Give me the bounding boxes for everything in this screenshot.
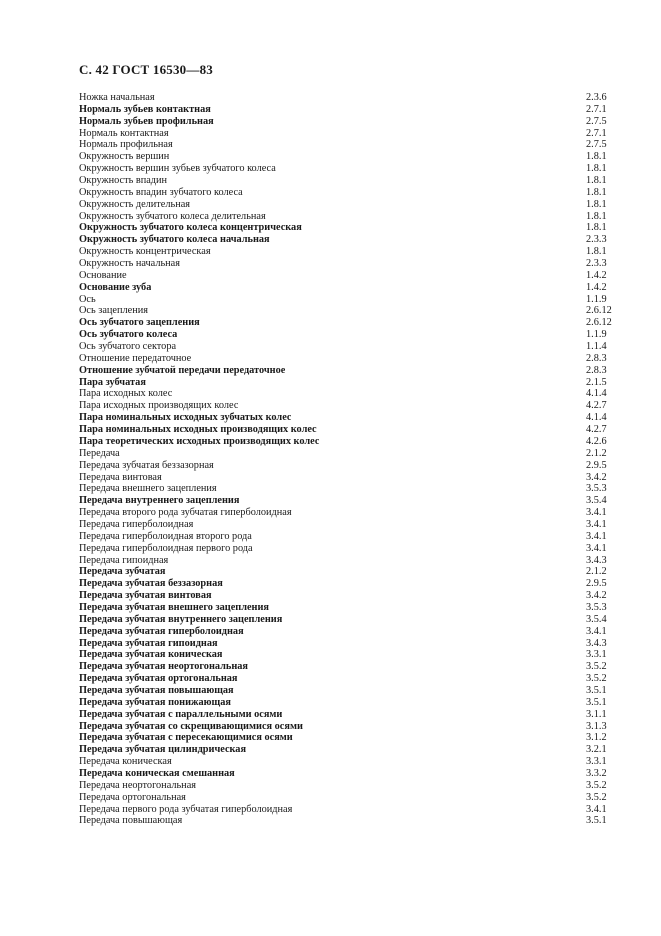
index-entry: [79, 341, 612, 353]
index-term: Пара теоретических исходных производящих колес: [79, 435, 320, 447]
index-term: Окружность концентрическая: [79, 246, 211, 258]
index-term: Передача неортогональная: [79, 779, 197, 791]
index-entry: [79, 661, 612, 673]
section-reference: 2.7.5: [586, 139, 607, 151]
index-entry: [79, 756, 612, 768]
section-reference: 3.5.1: [586, 815, 607, 827]
section-reference: 3.4.3: [586, 637, 607, 649]
index-term: Окружность впадин: [79, 175, 168, 187]
section-reference: 2.9.5: [586, 578, 607, 590]
index-entry: [79, 566, 612, 578]
index-term: Окружность начальная: [79, 258, 180, 270]
index-term: Передача зубчатая понижающая: [79, 696, 231, 708]
index-term: Передача зубчатая неортогональная: [79, 661, 248, 673]
index-entry: [79, 460, 612, 472]
index-entry: [79, 626, 612, 638]
index-entry: [79, 199, 612, 211]
section-reference: 1.8.1: [586, 210, 607, 222]
index-term: Передача гиперболоидная первого рода: [79, 542, 253, 554]
index-entry: [79, 578, 612, 590]
section-reference: 1.1.9: [586, 329, 607, 341]
index-term: Пара номинальных исходных производящих колес: [79, 424, 317, 436]
section-reference: 1.8.1: [586, 198, 607, 210]
index-term: Окружность делительная: [79, 198, 191, 210]
section-reference: 2.3.6: [586, 92, 607, 103]
index-term: Окружность вершин: [79, 151, 170, 163]
section-reference: 3.4.1: [586, 507, 607, 519]
index-entry: [79, 804, 612, 816]
index-term: Окружность зубчатого колеса делительная: [79, 210, 266, 222]
section-reference: 4.1.4: [586, 412, 607, 424]
section-reference: 2.6.12: [586, 317, 612, 329]
index-entry: [79, 317, 612, 329]
index-entry: [79, 436, 612, 448]
index-entry: [79, 685, 612, 697]
section-reference: 2.7.1: [586, 127, 607, 139]
section-reference: 4.2.6: [586, 435, 607, 447]
index-term: Передача внешнего зацепления: [79, 483, 217, 495]
index-term: Передача зубчатая беззазорная: [79, 459, 214, 471]
section-reference: 3.5.3: [586, 601, 607, 613]
index-term: Передача гиперболоидная: [79, 518, 194, 530]
index-term: Передача зубчатая беззазорная: [79, 578, 223, 590]
section-reference: 2.7.1: [586, 103, 607, 115]
index-term: Ось зубчатого зацепления: [79, 317, 200, 329]
section-reference: 3.5.2: [586, 661, 607, 673]
index-entry: [79, 92, 612, 104]
index-entry: [79, 507, 612, 519]
section-reference: 2.9.5: [586, 459, 607, 471]
index-entry: [79, 792, 612, 804]
index-entry: [79, 673, 612, 685]
section-reference: 3.5.4: [586, 613, 607, 625]
section-reference: 1.8.1: [586, 246, 607, 258]
index-entry: [79, 377, 612, 389]
index-term: Ось: [79, 293, 96, 305]
section-reference: 2.1.5: [586, 376, 607, 388]
section-reference: 3.3.2: [586, 767, 607, 779]
index-term: Передача зубчатая с параллельными осями: [79, 708, 283, 720]
index-term: Нормаль зубьев контактная: [79, 103, 211, 115]
index-entry: [79, 721, 612, 733]
section-reference: 3.3.1: [586, 649, 607, 661]
index-term: Передача коническая: [79, 756, 172, 768]
index-entry: [79, 258, 612, 270]
index-entry: [79, 412, 612, 424]
index-term: Передача зубчатая винтовая: [79, 590, 212, 602]
section-reference: 1.8.1: [586, 163, 607, 175]
section-reference: 3.4.1: [586, 803, 607, 815]
index-term: Передача ортогональная: [79, 791, 186, 803]
index-term: Окружность зубчатого колеса концентрическая: [79, 222, 302, 234]
index-term: Отношение передаточное: [79, 352, 192, 364]
index-entry: [79, 602, 612, 614]
index-entry: [79, 139, 612, 151]
index-entry: [79, 211, 612, 223]
section-reference: 3.1.1: [586, 708, 607, 720]
section-reference: 1.8.1: [586, 175, 607, 187]
section-reference: 3.4.2: [586, 471, 607, 483]
index-term: Пара номинальных исходных зубчатых колес: [79, 412, 292, 424]
index-term: Пара исходных производящих колес: [79, 400, 239, 412]
section-reference: 2.7.5: [586, 115, 607, 127]
index-term: Пара зубчатая: [79, 376, 146, 388]
section-reference: 3.4.1: [586, 625, 607, 637]
section-reference: 3.5.4: [586, 495, 607, 507]
section-reference: 2.8.3: [586, 352, 607, 364]
index-entry: [79, 128, 612, 140]
index-entry: [79, 732, 612, 744]
index-entry: [79, 555, 612, 567]
index-entry: [79, 614, 612, 626]
index-entry: [79, 543, 612, 555]
index-term: Передача зубчатая внешнего зацепления: [79, 601, 269, 613]
section-reference: 3.3.1: [586, 756, 607, 768]
section-reference: 3.4.1: [586, 542, 607, 554]
index-entry: [79, 270, 612, 282]
index-term: Передача зубчатая с пересекающимися осями: [79, 732, 293, 744]
index-term: Передача гиперболоидная второго рода: [79, 530, 252, 542]
index-term: Передача зубчатая внутреннего зацепления: [79, 613, 283, 625]
index-term: Передача зубчатая гиперболоидная: [79, 625, 244, 637]
index-term: Окружность впадин зубчатого колеса: [79, 186, 243, 198]
section-reference: 1.8.1: [586, 222, 607, 234]
index-entry: [79, 519, 612, 531]
index-term: Окружность вершин зубьев зубчатого колеса: [79, 163, 276, 175]
index-term: Передача зубчатая: [79, 566, 166, 578]
index-term: Пара исходных колес: [79, 388, 173, 400]
index-term: Передача первого рода зубчатая гиперболоидная: [79, 803, 293, 815]
section-reference: 3.5.3: [586, 483, 607, 495]
index-entry: [79, 697, 612, 709]
section-reference: 1.8.1: [586, 151, 607, 163]
index-entry: [79, 234, 612, 246]
section-reference: 3.4.2: [586, 590, 607, 602]
section-reference: 4.1.4: [586, 388, 607, 400]
index-term: Передача зубчатая цилиндрическая: [79, 744, 247, 756]
index-term: Основание: [79, 269, 127, 281]
index-entry: [79, 590, 612, 602]
section-reference: 3.5.1: [586, 696, 607, 708]
term-index-list: [79, 92, 612, 827]
index-entry: [79, 400, 612, 412]
index-term: Передача гипоидная: [79, 554, 169, 566]
index-term: Передача зубчатая коническая: [79, 649, 223, 661]
index-term: Ножка начальная: [79, 92, 155, 103]
index-entry: [79, 388, 612, 400]
index-term: Передача винтовая: [79, 471, 162, 483]
index-entry: [79, 282, 612, 294]
index-term: Нормаль профильная: [79, 139, 173, 151]
index-entry: [79, 353, 612, 365]
index-entry: [79, 531, 612, 543]
index-entry: [79, 329, 612, 341]
index-entry: [79, 768, 612, 780]
index-entry: [79, 649, 612, 661]
index-term: Основание зуба: [79, 281, 152, 293]
index-entry: [79, 222, 612, 234]
index-entry: [79, 424, 612, 436]
index-term: Передача зубчатая гипоидная: [79, 637, 218, 649]
index-entry: [79, 472, 612, 484]
index-entry: [79, 305, 612, 317]
section-reference: 2.3.3: [586, 258, 607, 270]
index-entry: [79, 365, 612, 377]
section-reference: 3.1.2: [586, 732, 607, 744]
section-reference: 4.2.7: [586, 400, 607, 412]
index-entry: [79, 246, 612, 258]
index-entry: [79, 175, 612, 187]
index-entry: [79, 638, 612, 650]
index-entry: [79, 815, 612, 827]
index-term: Отношение зубчатой передачи передаточное: [79, 364, 286, 376]
section-reference: 3.5.1: [586, 684, 607, 696]
section-reference: 2.1.2: [586, 447, 607, 459]
section-reference: 3.4.3: [586, 554, 607, 566]
index-term: Передача коническая смешанная: [79, 767, 235, 779]
index-term: Передача второго рода зубчатая гиперболоидная: [79, 507, 292, 519]
index-term: Передача зубчатая со скрещивающимися осями: [79, 720, 303, 732]
index-term: Передача: [79, 447, 120, 459]
page-header: С. 42 ГОСТ 16530—83: [79, 62, 213, 77]
index-term: Окружность зубчатого колеса начальная: [79, 234, 270, 246]
index-term: Передача внутреннего зацепления: [79, 495, 240, 507]
section-reference: 3.1.3: [586, 720, 607, 732]
index-term: Передача зубчатая ортогональная: [79, 673, 238, 685]
section-reference: 3.2.1: [586, 744, 607, 756]
index-entry: [79, 780, 612, 792]
index-entry: [79, 709, 612, 721]
section-reference: 2.1.2: [586, 566, 607, 578]
section-reference: 2.6.12: [586, 305, 612, 317]
index-entry: [79, 163, 612, 175]
index-entry: [79, 495, 612, 507]
index-entry: [79, 116, 612, 128]
index-term: Ось зацепления: [79, 305, 148, 317]
index-term: Ось зубчатого колеса: [79, 329, 178, 341]
section-reference: 3.4.1: [586, 518, 607, 530]
index-entry: [79, 151, 612, 163]
index-term: Передача зубчатая повышающая: [79, 684, 234, 696]
section-reference: 1.1.4: [586, 341, 607, 353]
section-reference: 2.8.3: [586, 364, 607, 376]
index-term: Нормаль контактная: [79, 127, 169, 139]
section-reference: 4.2.7: [586, 424, 607, 436]
section-reference: 1.1.9: [586, 293, 607, 305]
section-reference: 1.8.1: [586, 186, 607, 198]
section-reference: 2.3.3: [586, 234, 607, 246]
index-entry: [79, 448, 612, 460]
index-entry: [79, 744, 612, 756]
section-reference: 1.4.2: [586, 281, 607, 293]
index-entry: [79, 294, 612, 306]
section-reference: 3.4.1: [586, 530, 607, 542]
section-reference: 3.5.2: [586, 791, 607, 803]
index-entry: [79, 483, 612, 495]
index-entry: [79, 104, 612, 116]
index-term: Передача повышающая: [79, 815, 183, 827]
section-reference: 3.5.2: [586, 779, 607, 791]
index-term: Нормаль зубьев профильная: [79, 115, 214, 127]
index-term: Ось зубчатого сектора: [79, 341, 177, 353]
index-entry: [79, 187, 612, 199]
section-reference: 3.5.2: [586, 673, 607, 685]
section-reference: 1.4.2: [586, 269, 607, 281]
